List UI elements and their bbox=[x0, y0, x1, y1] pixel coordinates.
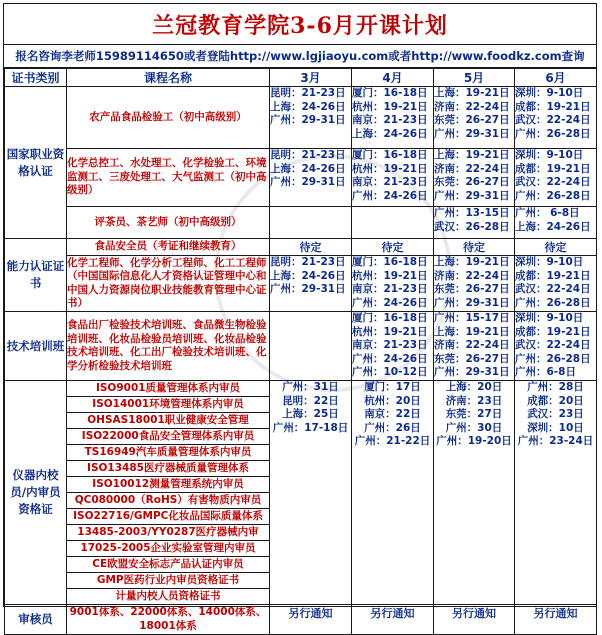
schedule-entry: 昆明：21-23日 bbox=[270, 87, 346, 99]
schedule-entry: 成都：19-21日 bbox=[515, 325, 591, 338]
schedule-entry: 武汉：22-24日 bbox=[515, 176, 591, 188]
course-name: 计量内校人员资格证书 bbox=[67, 589, 270, 605]
course-name: 评茶员、茶艺师（初中高级别） bbox=[67, 207, 270, 239]
schedule-entry: 厦门：16-18日 bbox=[352, 256, 428, 268]
schedule-entry: 济南：22-24日 bbox=[434, 339, 510, 351]
schedule-entry: 东莞：26-27日 bbox=[434, 352, 510, 365]
schedule-entry: 济南：22-24日 bbox=[434, 269, 510, 282]
schedule-entry: 深圳：9-10日 bbox=[515, 312, 584, 324]
schedule-cell bbox=[270, 256, 352, 312]
schedule-entry: 广州：29-31日 bbox=[270, 176, 346, 188]
schedule-entry: 成都：19-21日 bbox=[515, 162, 591, 175]
schedule-entry: 广州：26日 bbox=[364, 421, 421, 434]
course-name: 9001体系、22000体系、14000体系、18001体系 bbox=[67, 605, 270, 635]
schedule-cell bbox=[515, 207, 597, 239]
schedule-entry: 杭州：19-21日 bbox=[352, 325, 428, 338]
header-course: 课程名称 bbox=[67, 69, 270, 87]
schedule-entry: 上海：24-26日 bbox=[270, 162, 346, 175]
category-national: 国家职业资格认证 bbox=[5, 87, 67, 239]
schedule-entry: 广州：17-18日 bbox=[272, 421, 349, 434]
schedule-table bbox=[4, 68, 597, 635]
schedule-entry: 昆明：21-23日 bbox=[270, 149, 346, 161]
schedule-entry: 上海：24-26日 bbox=[270, 100, 346, 113]
schedule-entry: 广州：10-12日 bbox=[352, 366, 428, 378]
schedule-entry: 杭州：19-21日 bbox=[352, 269, 428, 282]
course-name: TS16949汽车质量管理体系内审员 bbox=[67, 445, 270, 461]
schedule-cell bbox=[515, 149, 597, 207]
schedule-entry: 成都：20日 bbox=[527, 394, 584, 407]
schedule-cell bbox=[434, 87, 515, 149]
schedule-entry: 广州：29-31日 bbox=[434, 296, 510, 309]
schedule-entry: 上海：24-26日 bbox=[352, 127, 428, 140]
schedule-entry: 广州：26-28日 bbox=[515, 352, 591, 365]
schedule-cell bbox=[270, 149, 352, 207]
schedule-entry: 武汉：26-28日 bbox=[434, 220, 510, 233]
schedule-entry: 广州：29-31日 bbox=[434, 189, 510, 202]
schedule-entry: 上海：19-21日 bbox=[434, 149, 510, 161]
schedule-cell bbox=[515, 87, 597, 149]
table-row bbox=[5, 312, 597, 381]
category-ability: 能力认证证书 bbox=[5, 239, 67, 312]
schedule-entry: 广州：31日 bbox=[282, 381, 339, 393]
schedule-cell bbox=[434, 381, 515, 605]
schedule-entry: 上海：24-26日 bbox=[515, 220, 591, 233]
course-name: 食品出厂检验技术培训班、食品微生物检验培训班、化妆品检验员培训班、化妆品检验技术培训班、化工出厂检验技术培训班、化学分析检验技术培训班 bbox=[67, 312, 270, 381]
contact-line: 报名咨询李老师15989114650或者登陆http://www.lgjiaoyu.com或者http://www.foodkz.com查询 bbox=[4, 44, 596, 68]
schedule-cell-empty bbox=[270, 207, 352, 239]
table-row bbox=[5, 381, 597, 397]
schedule-entry: 昆明：22日 bbox=[282, 394, 339, 407]
schedule-entry: 广州：26-28日 bbox=[515, 127, 591, 140]
table-row bbox=[5, 149, 597, 207]
header-april: 4月 bbox=[352, 69, 434, 87]
schedule-entry: 南京：22日 bbox=[364, 408, 421, 420]
schedule-entry: 深圳：10日 bbox=[527, 421, 584, 434]
schedule-entry: 广州：19-20日 bbox=[436, 435, 512, 447]
schedule-entry: 成都：19-21日 bbox=[515, 100, 591, 113]
course-name: ISO9001质量管理体系内审员 bbox=[67, 381, 270, 397]
header-may: 5月 bbox=[434, 69, 515, 87]
schedule-entry: 成都：19-21日 bbox=[515, 269, 591, 282]
notice-cell: 另行通知 bbox=[434, 605, 515, 635]
schedule-cell bbox=[515, 312, 597, 381]
schedule-entry: 广州：29-31日 bbox=[434, 127, 510, 140]
schedule-entry: 厦门：17日 bbox=[364, 381, 421, 393]
table-row bbox=[5, 605, 597, 635]
schedule-entry: 昆明：21-23日 bbox=[270, 256, 346, 268]
schedule-entry: 广州：6-8日 bbox=[515, 366, 576, 378]
course-name: 农产品食品检验工（初中高级别） bbox=[67, 87, 270, 149]
course-name: GMP医药行业内审员资格证书 bbox=[67, 573, 270, 589]
schedule-entry: 广州：15-17日 bbox=[434, 312, 510, 324]
schedule-entry: 厦门：16-18日 bbox=[352, 312, 428, 324]
schedule-entry: 南京：21-23日 bbox=[352, 176, 428, 188]
table-row bbox=[5, 239, 597, 256]
course-name: 化学工程师、化学分析工程师、化工工程师（中国国际信息化人才资格认证管理中心和中国人力资源岗位职业技能教育管理中心证书） bbox=[67, 256, 270, 312]
header-category: 证书类别 bbox=[5, 69, 67, 87]
schedule-entry: 深圳：9-10日 bbox=[515, 149, 584, 161]
course-name: 食品安全员（考证和继续教育） bbox=[67, 239, 270, 256]
header-march: 3月 bbox=[270, 69, 352, 87]
schedule-entry: 厦门：16-18日 bbox=[352, 149, 428, 161]
schedule-cell bbox=[434, 207, 515, 239]
schedule-entry: 深圳：9-10日 bbox=[515, 87, 584, 99]
schedule-cell bbox=[434, 256, 515, 312]
schedule-entry: 广州：29-31日 bbox=[270, 114, 346, 126]
schedule-entry: 济南：22-24日 bbox=[434, 162, 510, 175]
notice-cell: 另行通知 bbox=[270, 605, 352, 635]
schedule-entry: 东莞：26-27日 bbox=[434, 176, 510, 188]
course-name: OHSAS18001职业健康安全管理 bbox=[67, 413, 270, 429]
schedule-cell bbox=[515, 381, 597, 605]
schedule-entry: 南京：21-23日 bbox=[352, 283, 428, 295]
schedule-entry: 上海：20日 bbox=[445, 381, 503, 393]
schedule-entry: 广州： 6-8日 bbox=[515, 207, 580, 219]
schedule-entry: 广州：24-26日 bbox=[352, 296, 428, 309]
schedule-entry: 广州：13-15日 bbox=[434, 207, 510, 219]
schedule-entry: 广州：26-28日 bbox=[515, 296, 591, 309]
category-training: 技术培训班 bbox=[5, 312, 67, 381]
table-row bbox=[5, 207, 597, 239]
schedule-cell bbox=[434, 149, 515, 207]
schedule-cell bbox=[352, 256, 434, 312]
schedule-entry: 东莞：26-27日 bbox=[434, 114, 510, 126]
course-name: ISO13485医疗器械质量管理体系 bbox=[67, 461, 270, 477]
pending-cell: 待定 bbox=[434, 239, 515, 256]
schedule-entry: 上海：19-21日 bbox=[434, 256, 510, 268]
schedule-entry: 东莞：27日 bbox=[445, 408, 503, 420]
schedule-entry: 武汉：22-24日 bbox=[515, 114, 591, 126]
schedule-entry: 济南：23日 bbox=[445, 394, 503, 407]
schedule-cell bbox=[352, 87, 434, 149]
schedule-entry: 上海：25日 bbox=[282, 408, 339, 420]
schedule-entry: 武汉：22-24日 bbox=[515, 283, 591, 295]
course-name: ISO10012测量管理系统内审员 bbox=[67, 477, 270, 493]
table-row bbox=[5, 87, 597, 149]
schedule-entry: 广州：21-22日 bbox=[354, 435, 431, 447]
course-name: 化学总控工、水处理工、化学检验工、环境监测工、三废处理工、大气监测工（初中高级别） bbox=[67, 149, 270, 207]
schedule-entry: 广州：28日 bbox=[527, 381, 584, 393]
page-title: 兰冠教育学院3-6月开课计划 bbox=[152, 12, 448, 39]
schedule-entry: 武汉：22-24日 bbox=[515, 339, 591, 351]
schedule-cell-empty bbox=[352, 207, 434, 239]
schedule-cell bbox=[352, 149, 434, 207]
schedule-entry: 深圳：9-10日 bbox=[515, 256, 584, 268]
course-name: 17025-2005企业实验室管理内审员 bbox=[67, 541, 270, 557]
schedule-entry: 上海：24-26日 bbox=[270, 269, 346, 282]
course-name: ISO14001环境管理体系内审员 bbox=[67, 397, 270, 413]
header-june: 6月 bbox=[515, 69, 597, 87]
schedule-cell bbox=[352, 381, 434, 605]
course-name: CE欧盟安全标志产品认证内审员 bbox=[67, 557, 270, 573]
category-reviewer: 审核员 bbox=[5, 605, 67, 635]
header-row bbox=[5, 69, 597, 87]
pending-cell: 待定 bbox=[352, 239, 434, 256]
schedule-entry: 广州：29-31日 bbox=[270, 283, 346, 295]
course-name: QC080000（RoHS）有害物质内审员 bbox=[67, 493, 270, 509]
schedule-sheet bbox=[3, 3, 597, 632]
schedule-cell bbox=[434, 312, 515, 381]
schedule-entry: 广州：24-26日 bbox=[352, 352, 428, 365]
schedule-cell bbox=[270, 87, 352, 149]
schedule-entry: 武汉：23日 bbox=[527, 408, 584, 420]
schedule-entry: 广州：29-31日 bbox=[434, 366, 510, 378]
schedule-cell-empty bbox=[270, 312, 352, 381]
course-name: ISO22716/GMPC化妆品国际质量体系 bbox=[67, 509, 270, 525]
schedule-cell bbox=[352, 312, 434, 381]
schedule-entry: 广州：24-26日 bbox=[352, 189, 428, 202]
schedule-entry: 广州：26-28日 bbox=[515, 189, 591, 202]
schedule-entry: 杭州：19-21日 bbox=[352, 162, 428, 175]
pending-cell: 待定 bbox=[515, 239, 597, 256]
course-name: ISO22000食品安全管理体系内审员 bbox=[67, 429, 270, 445]
schedule-cell bbox=[515, 256, 597, 312]
schedule-entry: 南京：21-23日 bbox=[352, 114, 428, 126]
schedule-entry: 广州：30日 bbox=[445, 421, 503, 434]
schedule-entry: 杭州：19-21日 bbox=[352, 100, 428, 113]
notice-cell: 另行通知 bbox=[515, 605, 597, 635]
schedule-entry: 上海：19-21日 bbox=[434, 325, 510, 338]
category-auditor: 仪器内校员/内审员资格证 bbox=[5, 381, 67, 605]
schedule-entry: 上海：19-21日 bbox=[434, 87, 510, 99]
schedule-entry: 厦门：16-18日 bbox=[352, 87, 428, 99]
pending-cell: 待定 bbox=[270, 239, 352, 256]
schedule-entry: 济南：22-24日 bbox=[434, 100, 510, 113]
schedule-entry: 杭州：20日 bbox=[364, 394, 421, 407]
schedule-entry: 南京：21-23日 bbox=[352, 339, 428, 351]
notice-cell: 另行通知 bbox=[352, 605, 434, 635]
schedule-cell bbox=[270, 381, 352, 605]
course-name: 13485-2003/YY0287医疗器械内审 bbox=[67, 525, 270, 541]
schedule-entry: 东莞：26-27日 bbox=[434, 283, 510, 295]
schedule-entry: 广州：23-24日 bbox=[517, 435, 594, 447]
table-row bbox=[5, 256, 597, 312]
